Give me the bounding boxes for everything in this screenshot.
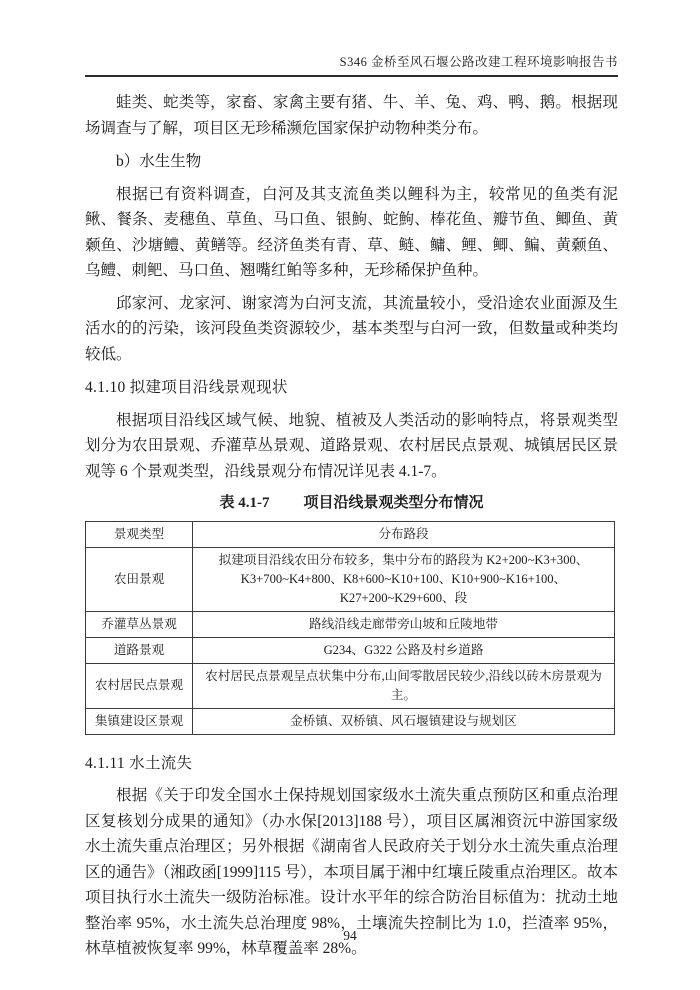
cell-landscape-type: 集镇建设区景观 xyxy=(86,708,193,734)
paragraph-tributary-rivers: 邱家河、龙家河、谢家湾为白河支流，其流量较小，受沿途农业面源及生活水的的污染，该河段鱼类资源较少，基本类型与白河一致，但数量或种类均较低。 xyxy=(85,294,618,363)
table-caption xyxy=(85,491,618,517)
table-header-row xyxy=(86,521,615,547)
table-row xyxy=(86,637,615,663)
table-row xyxy=(86,611,615,637)
document-content xyxy=(85,90,618,962)
table-row xyxy=(86,663,615,708)
cell-distribution-segment: 金桥镇、双桥镇、风石堰镇建设与规划区 xyxy=(193,708,615,734)
table-row xyxy=(86,708,615,734)
table-row xyxy=(86,547,615,611)
column-header-distribution-segment: 分布路段 xyxy=(193,521,615,547)
cell-landscape-type: 农村居民点景观 xyxy=(86,663,193,708)
report-header-title: S346 金桥至风石堰公路改建工程环境影响报告书 xyxy=(339,55,618,69)
page-number: 94 xyxy=(343,928,357,943)
section-heading-4-1-10: 4.1.10 拟建项目沿线景观现状 xyxy=(85,379,288,396)
cell-landscape-type: 乔灌草丛景观 xyxy=(86,611,193,637)
paragraph-fish-species: 根据已有资料调查，白河及其支流鱼类以鲤科为主，较常见的鱼类有泥鳅、餐条、麦穗鱼、草鱼、马口鱼、银鮈、蛇鮈、棒花鱼、瓣节鱼、鲫鱼、黄颡鱼、沙塘鳢、黄鳝等。经济鱼类有青、草、鲢、鳙、鲤、鲫、鳊、黄颡鱼、乌鳢、刺鲃、马口鱼、翘嘴红鲌等多种，无珍稀保护鱼种。 xyxy=(85,185,618,279)
report-header xyxy=(85,54,618,77)
paragraph-landscape-types: 根据项目沿线区域气候、地貌、植被及人类活动的影响特点，将景观类型划分为农田景观、乔灌草丛景观、道路景观、农村居民点景观、城镇居民区景观等 6 个景观类型，沿线景观分布情况详见表 4.1-7。 xyxy=(85,411,618,480)
cell-landscape-type: 农田景观 xyxy=(86,547,193,611)
landscape-distribution-table xyxy=(85,521,615,735)
section-heading-4-1-11: 4.1.11 水土流失 xyxy=(85,754,193,772)
column-header-landscape-type: 景观类型 xyxy=(86,521,193,547)
subheading-aquatic-life: b）水生生物 xyxy=(116,153,202,170)
cell-distribution-segment: 农村居民点景观呈点状集中分布,山间零散居民较少,沿线以砖木房景观为主。 xyxy=(193,663,615,708)
paragraph-soil-erosion: 根据《关于印发全国水土保持规划国家级水土流失重点预防区和重点治理区复核划分成果的通知》（办水保[2013]188 号），项目区属湘资沅中游国家级水土流失重点治理区；另外根据《湖南省人民政府关于划分水土流失重点治理区的通告》（湘政函[1999]115 号），本项目属于湘中红壤丘陵重点治理区。故本项目执行水土流失一级防治标准。设计水平年的综合防治目标值为：扰动土地整治率 95%，水土流失总治理度 98%，土壤流失控制比为 1.0，拦渣率 95%，林草植被恢复率 99%，林草覆盖率 28%。 xyxy=(85,787,618,957)
paragraph-animals: 蛙类、蛇类等，家畜、家禽主要有猪、牛、羊、兔、鸡、鸭、鹅。根据现场调查与了解，项目区无珍稀濒危国家保护动物种类分布。 xyxy=(85,94,618,137)
table-caption-label: 表 4.1-7 xyxy=(219,495,270,511)
cell-distribution-segment: 拟建项目沿线农田分布较多，集中分布的路段为 K2+200~K3+300、K3+700~K4+800、K8+600~K10+100、K10+900~K16+100、K27+200~K29+600、段 xyxy=(193,547,615,611)
cell-distribution-segment: G234、G322 公路及村乡道路 xyxy=(193,637,615,663)
cell-distribution-segment: 路线沿线走廊带旁山坡和丘陵地带 xyxy=(193,611,615,637)
table-caption-title: 项目沿线景观类型分布情况 xyxy=(303,495,484,511)
cell-landscape-type: 道路景观 xyxy=(86,637,193,663)
